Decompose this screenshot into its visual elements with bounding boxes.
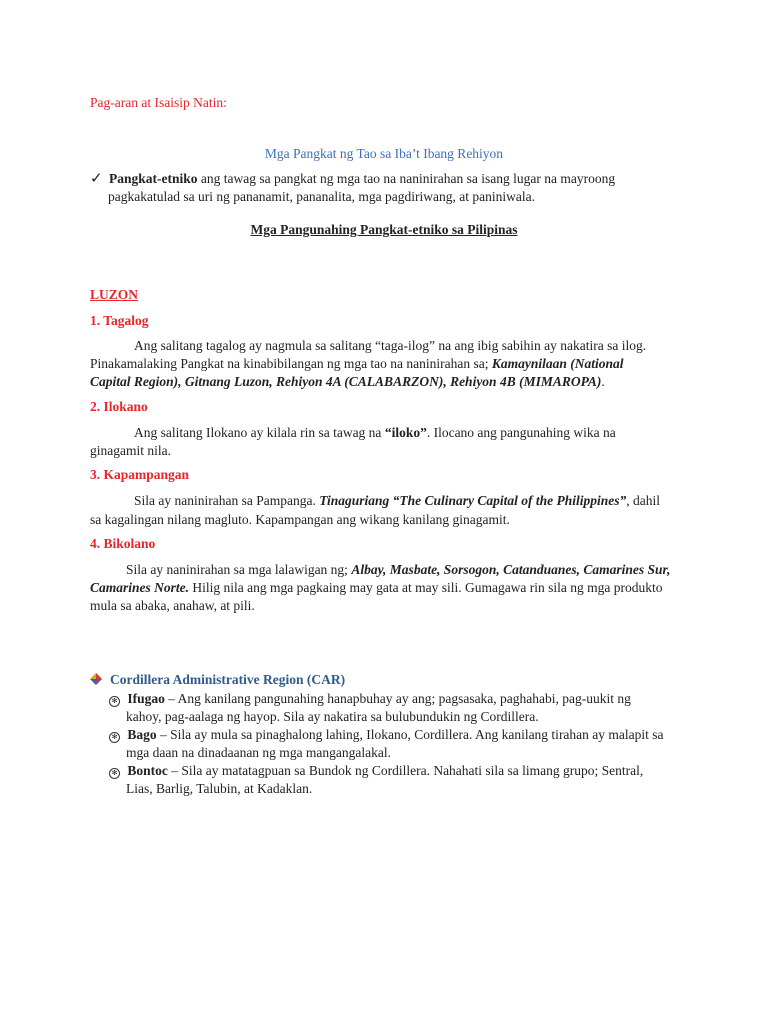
bikolano-line2 (90, 579, 663, 596)
definition-block (90, 170, 690, 187)
circle-bullet-icon: ✻ (109, 732, 120, 743)
definition-line2: pagkakatulad sa uri ng pananamit, pananalita, mga pagdiriwang, at paniniwala. (108, 189, 535, 204)
definition-line1: ang tawag sa pangkat ng mga tao na naninirahan sa isang lugar na mayroong (197, 171, 616, 186)
kapampangan-line1 (134, 492, 660, 509)
definition-term: Pangkat-etniko (108, 171, 198, 186)
check-icon: ✓ (90, 169, 103, 187)
diamond-bullet-icon (90, 673, 102, 685)
bikolano-line1-pre: Sila ay naninirahan sa mga lalawigan ng; (126, 562, 352, 577)
bikolano-line2-emph: Camarines Norte. (90, 580, 190, 595)
region-heading: LUZON (90, 287, 139, 302)
circle-bullet-icon: ✻ (109, 768, 120, 779)
car-item-bago (109, 726, 664, 743)
tagalog-line2 (90, 355, 730, 372)
group-heading-bikolano: 4. Bikolano (90, 536, 156, 551)
bikolano-line1 (126, 561, 670, 578)
tagalog-line2-emph: Kamaynilaan (National (491, 356, 624, 371)
car-item-name: Bontoc (127, 763, 168, 778)
car-item-line1: – Sila ay matatagpuan sa Bundok ng Cordillera. Nahahati sila sa limang grupo; Sentral, (167, 763, 644, 778)
car-item-line1: – Ang kanilang pangunahing hanapbuhay ay ang; pagsasaka, paghahabi, pag-uukit ng (164, 691, 631, 706)
kapampangan-line2: sa kagalingan nilang magluto. Kapampangan ang wikang kanilang ginagamit. (90, 512, 510, 527)
group-heading-ilokano: 2. Ilokano (90, 399, 148, 414)
group-heading-kapampangan: 3. Kapampangan (90, 467, 190, 482)
ilokano-line1-post: . Ilocano ang pangunahing wika na (426, 425, 616, 440)
tagalog-line3 (90, 373, 605, 390)
car-item-ifugao (109, 690, 631, 707)
tagalog-line3-end: . (601, 374, 605, 389)
ilokano-line1-pre: Ang salitang Ilokano ay kilala rin sa tawag na (134, 425, 385, 440)
car-item-name: Bago (127, 727, 157, 742)
tagalog-line3-emph: Capital Region), Gitnang Luzon, Rehiyon 4A (CALABARZON), Rehiyon 4B (MIMAROPA) (90, 374, 602, 389)
bikolano-line2-post: Hilig nila ang mga pagkaing may gata at may sili. Gumagawa rin sila ng mga produkto (189, 580, 663, 595)
group-heading-tagalog: 1. Tagalog (90, 313, 149, 328)
car-item-bontoc-line2: Lias, Barlig, Talubin, at Kadaklan. (126, 781, 313, 796)
car-item-bago-line2: mga daan na dinadaanan ng mga mangangalakal. (126, 745, 392, 760)
circle-bullet-icon: ✻ (109, 696, 120, 707)
car-title: Cordillera Administrative Region (CAR) (110, 672, 346, 687)
car-item-ifugao-line2: kahoy, pag-aalaga ng hayop. Sila ay nakatira sa bulubundukin ng Cordillera. (126, 709, 539, 724)
car-item-bontoc (109, 762, 643, 779)
ilokano-line1 (134, 424, 616, 441)
kapampangan-line1-post: , dahil (626, 493, 661, 508)
car-item-name: Ifugao (127, 691, 165, 706)
car-heading (90, 671, 345, 689)
ilokano-line2: ginagamit nila. (90, 443, 171, 458)
ilokano-term: “iloko” (384, 425, 427, 440)
main-title: Mga Pangunahing Pangkat-etniko sa Pilipinas (250, 222, 518, 237)
tagalog-line1: Ang salitang tagalog ay nagmula sa salitang “taga-ilog” na ang ibig sabihin ay nakatira sa ilog. (134, 338, 647, 353)
car-item-line1: – Sila ay mula sa pinaghalong lahing, Ilokano, Cordillera. Ang kanilang tirahan ay malapit sa (156, 727, 664, 742)
section-title: Mga Pangkat ng Tao sa Iba’t Ibang Rehiyon (264, 146, 504, 161)
kapampangan-line1-emph: Tinaguriang “The Culinary Capital of the Philippines” (319, 493, 627, 508)
bikolano-line1-emph: Albay, Masbate, Sorsogon, Catanduanes, Camarines Sur, (351, 562, 671, 577)
tagalog-line2-plain: Pinakamalaking Pangkat na kinabibilangan ng mga tao na naninirahan sa; (90, 356, 492, 371)
bikolano-line3: mula sa abaka, anahaw, at pili. (90, 598, 255, 613)
kapampangan-line1-pre: Sila ay naninirahan sa Pampanga. (134, 493, 320, 508)
intro-label: Pag-aran at Isaisip Natin: (90, 95, 227, 110)
